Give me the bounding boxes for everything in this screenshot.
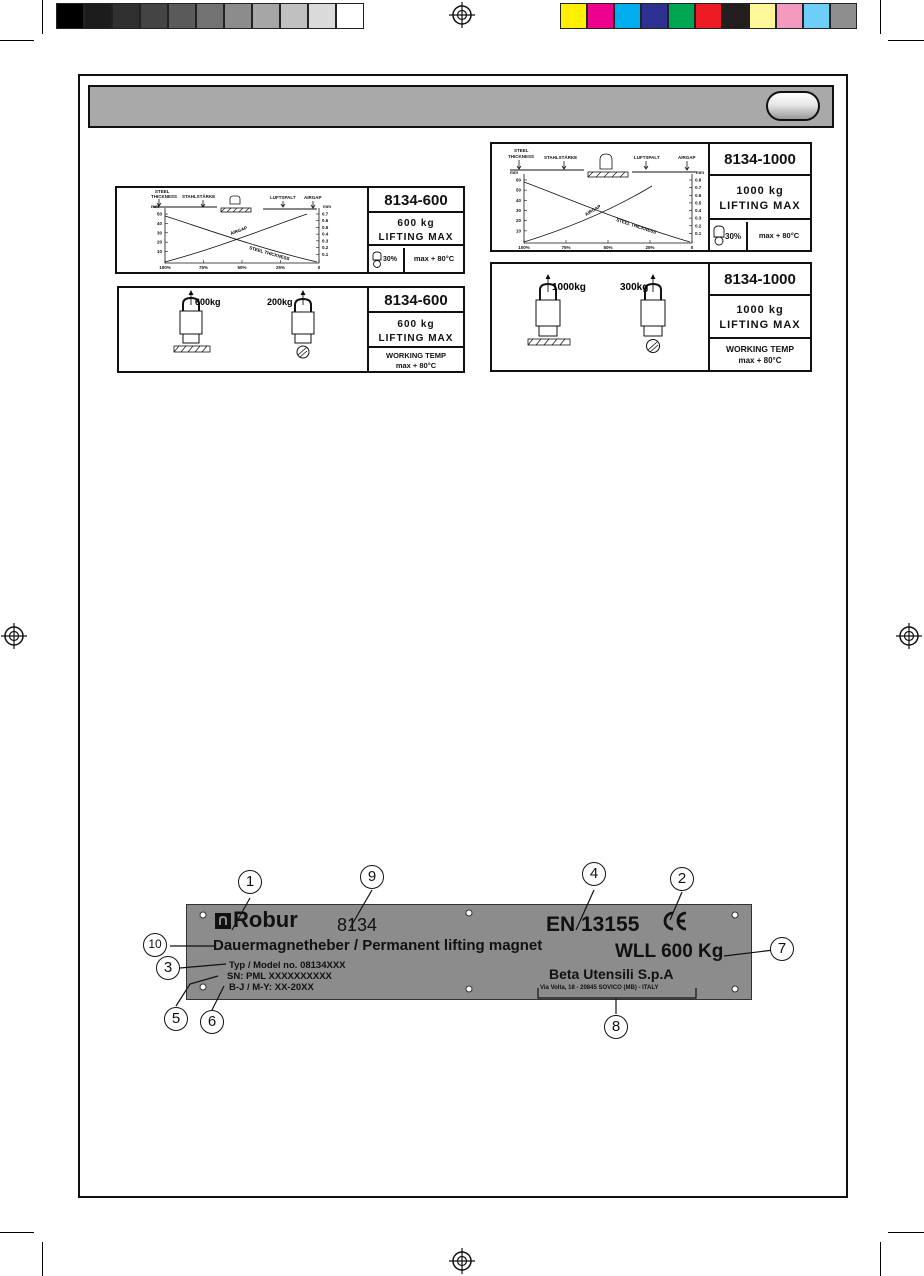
color-swatch — [614, 3, 641, 29]
curve-airgap-label: AIRGAP — [229, 225, 248, 236]
model-number: 8134-600 — [369, 288, 463, 313]
crop-mark — [0, 1232, 34, 1233]
color-swatch — [668, 3, 695, 29]
callout-6: 6 — [200, 1010, 224, 1034]
y-right-tick: 0.8 — [695, 177, 702, 183]
y-right-tick: 0.3 — [322, 238, 329, 244]
x-tick: 25% — [645, 245, 655, 250]
max-temp: max + 80°C — [413, 254, 455, 263]
color-swatch — [776, 3, 803, 29]
callout-7: 7 — [770, 937, 794, 961]
type-model-no: Typ / Model no. 08134XXX — [229, 960, 346, 971]
capacity: 600 kg — [397, 319, 435, 330]
y-left-tick: 40 — [515, 197, 521, 203]
round-load: 200kg — [267, 297, 293, 307]
gray-swatch — [308, 3, 336, 29]
callout-4: 4 — [582, 862, 606, 886]
load-diagram — [119, 288, 369, 371]
label-chart-600 — [115, 186, 465, 274]
lifting-max: LIFTING MAX — [710, 317, 810, 339]
head-luft: LUFTSPALT — [270, 195, 296, 200]
x-tick: 50% — [237, 265, 247, 270]
y-left-unit: mm — [151, 204, 160, 209]
product-description: Dauermagnetheber / Permanent lifting magnet — [213, 937, 543, 954]
y-right-tick: 0.4 — [322, 231, 329, 237]
capacity: 600 kg — [397, 218, 435, 229]
color-swatch — [641, 3, 668, 29]
y-right-tick: 0.7 — [322, 211, 329, 217]
build-date: B-J / M-Y: XX-20XX — [229, 982, 314, 993]
lifting-max: LIFTING MAX — [369, 231, 463, 246]
capacity: 1000 kg — [736, 304, 784, 316]
registration-mark-left — [1, 623, 27, 649]
callout-10: 10 — [143, 933, 167, 957]
curve-steel-label: STEEL THICKNESS — [248, 245, 291, 262]
y-right-tick: 0.1 — [695, 230, 702, 236]
max-temp: max + 80°C — [738, 356, 782, 365]
color-swatch — [803, 3, 830, 29]
duty-percent: 30% — [725, 232, 742, 241]
callout-1: 1 — [238, 870, 262, 894]
flat-load: 600kg — [195, 297, 221, 307]
y-left-tick: 60 — [515, 177, 521, 183]
standard: EN 13155 — [546, 913, 640, 936]
crop-mark — [0, 40, 34, 41]
label-chart-1000 — [490, 142, 812, 252]
crop-mark — [42, 0, 43, 34]
y-right-tick: 0.2 — [695, 223, 702, 229]
color-swatch — [722, 3, 749, 29]
crop-mark — [880, 0, 881, 34]
y-right-tick: 0.4 — [695, 208, 702, 213]
working-temp: WORKING TEMP — [726, 344, 794, 354]
gray-swatch — [112, 3, 140, 29]
registration-mark-bottom — [449, 1248, 475, 1274]
gray-swatch — [84, 3, 112, 29]
x-tick: 75% — [561, 245, 571, 250]
duty-cell — [710, 222, 748, 250]
y-left-tick: 50 — [156, 211, 162, 217]
capacity: 1000 kg — [736, 185, 784, 197]
callout-5: 5 — [164, 1007, 188, 1031]
max-temp: max + 80°C — [395, 361, 437, 370]
crop-mark — [880, 1242, 881, 1276]
x-tick: 75% — [198, 265, 209, 270]
magnet-icon — [371, 251, 383, 269]
head-airgap: AIRGAP — [304, 195, 322, 200]
crop-mark — [888, 1232, 924, 1233]
head-stahl: STAHLSTÄRKE — [544, 155, 578, 160]
model-number: 8134-1000 — [710, 144, 810, 176]
gray-swatch — [196, 3, 224, 29]
y-left-tick: 10 — [156, 249, 162, 255]
curve-airgap-label: AIRGAP — [584, 203, 602, 217]
crop-mark — [42, 1242, 43, 1276]
head-airgap: AIRGAP — [678, 155, 696, 160]
curve-steel-label: STEEL THICKNESS — [615, 217, 657, 235]
label-info-column — [367, 288, 463, 371]
gray-swatch — [56, 3, 84, 29]
steel-thickness-airgap-chart — [492, 144, 708, 250]
y-left-unit: mm — [510, 170, 519, 175]
gray-swatch — [252, 3, 280, 29]
model-number: 8134-600 — [369, 188, 463, 213]
brand-name: Robur — [233, 907, 298, 932]
y-left-tick: 50 — [515, 187, 521, 193]
color-swatch — [695, 3, 722, 29]
registration-mark-right — [896, 623, 922, 649]
callout-3: 3 — [156, 956, 180, 980]
y-right-tick: 0.1 — [322, 251, 329, 257]
working-load-limit: WLL 600 Kg — [615, 941, 724, 962]
y-right-tick: 0.2 — [322, 245, 329, 251]
y-left-tick: 30 — [156, 230, 162, 236]
head-steel: STEEL — [514, 148, 529, 153]
head-luft: LUFTSPALT — [634, 155, 660, 160]
company-name: Beta Utensili S.p.A — [549, 966, 674, 982]
duty-cell — [369, 248, 405, 272]
flat-load: 1000kg — [552, 282, 586, 293]
y-right-tick: 0.6 — [322, 218, 329, 224]
y-right-tick: 0.7 — [695, 185, 702, 191]
x-tick: 0 — [690, 245, 694, 250]
label-info-column — [708, 264, 810, 370]
x-tick: 25% — [275, 265, 286, 270]
x-tick: 100% — [159, 265, 171, 270]
x-tick: 100% — [518, 245, 530, 250]
label-load-600 — [117, 286, 465, 373]
y-right-tick: 0.6 — [695, 192, 702, 198]
color-swatch — [587, 3, 614, 29]
working-temp: WORKING TEMP — [386, 351, 446, 360]
color-swatch — [749, 3, 776, 29]
y-right-tick: 0.5 — [322, 224, 329, 230]
crop-mark — [888, 40, 924, 41]
gray-swatch — [224, 3, 252, 29]
color-swatch — [830, 3, 857, 29]
label-info-column — [367, 188, 463, 272]
lifting-max: LIFTING MAX — [710, 198, 810, 220]
callout-8: 8 — [604, 1015, 628, 1039]
load-diagram — [492, 264, 708, 370]
y-right-unit: mm — [323, 204, 332, 209]
company-address: Via Volta, 18 - 20845 SOVICO (MB) - ITALY — [540, 985, 659, 991]
y-left-tick: 10 — [515, 228, 521, 234]
color-swatch — [560, 3, 587, 29]
head-steel: STEEL — [155, 189, 170, 194]
label-load-1000 — [490, 262, 812, 372]
section-banner — [88, 85, 834, 128]
callout-9: 9 — [360, 865, 384, 889]
y-right-unit: mm — [696, 170, 705, 175]
y-left-tick: 20 — [156, 239, 162, 245]
max-temp: max + 80°C — [758, 231, 800, 240]
callout-2: 2 — [670, 867, 694, 891]
serial-number: SN: PML XXXXXXXXXX — [227, 971, 332, 982]
x-tick: 50% — [603, 245, 613, 250]
model-code: 8134 — [337, 915, 378, 935]
duty-percent: 30% — [383, 256, 398, 263]
head-stahl: STAHLSTÄRKE — [182, 194, 216, 199]
y-left-tick: 40 — [156, 220, 162, 226]
head-thickness: THICKNESS — [508, 154, 535, 159]
round-load: 300kg — [620, 282, 649, 293]
steel-thickness-airgap-chart — [117, 188, 367, 272]
gray-swatch — [280, 3, 308, 29]
page-number-pill — [766, 91, 820, 121]
y-right-tick: 0.3 — [695, 215, 702, 221]
y-left-tick: 30 — [515, 208, 521, 213]
model-number: 8134-1000 — [710, 264, 810, 296]
head-thickness: THICKNESS — [151, 194, 178, 199]
gray-swatch — [140, 3, 168, 29]
y-right-tick: 0.5 — [695, 200, 702, 206]
lifting-max: LIFTING MAX — [369, 332, 463, 348]
magnet-icon — [712, 225, 726, 247]
y-left-tick: 20 — [515, 218, 521, 224]
label-info-column — [708, 144, 810, 250]
x-tick: 0 — [317, 265, 321, 270]
gray-swatch — [336, 3, 364, 29]
registration-mark-top — [449, 2, 475, 28]
gray-swatch — [168, 3, 196, 29]
